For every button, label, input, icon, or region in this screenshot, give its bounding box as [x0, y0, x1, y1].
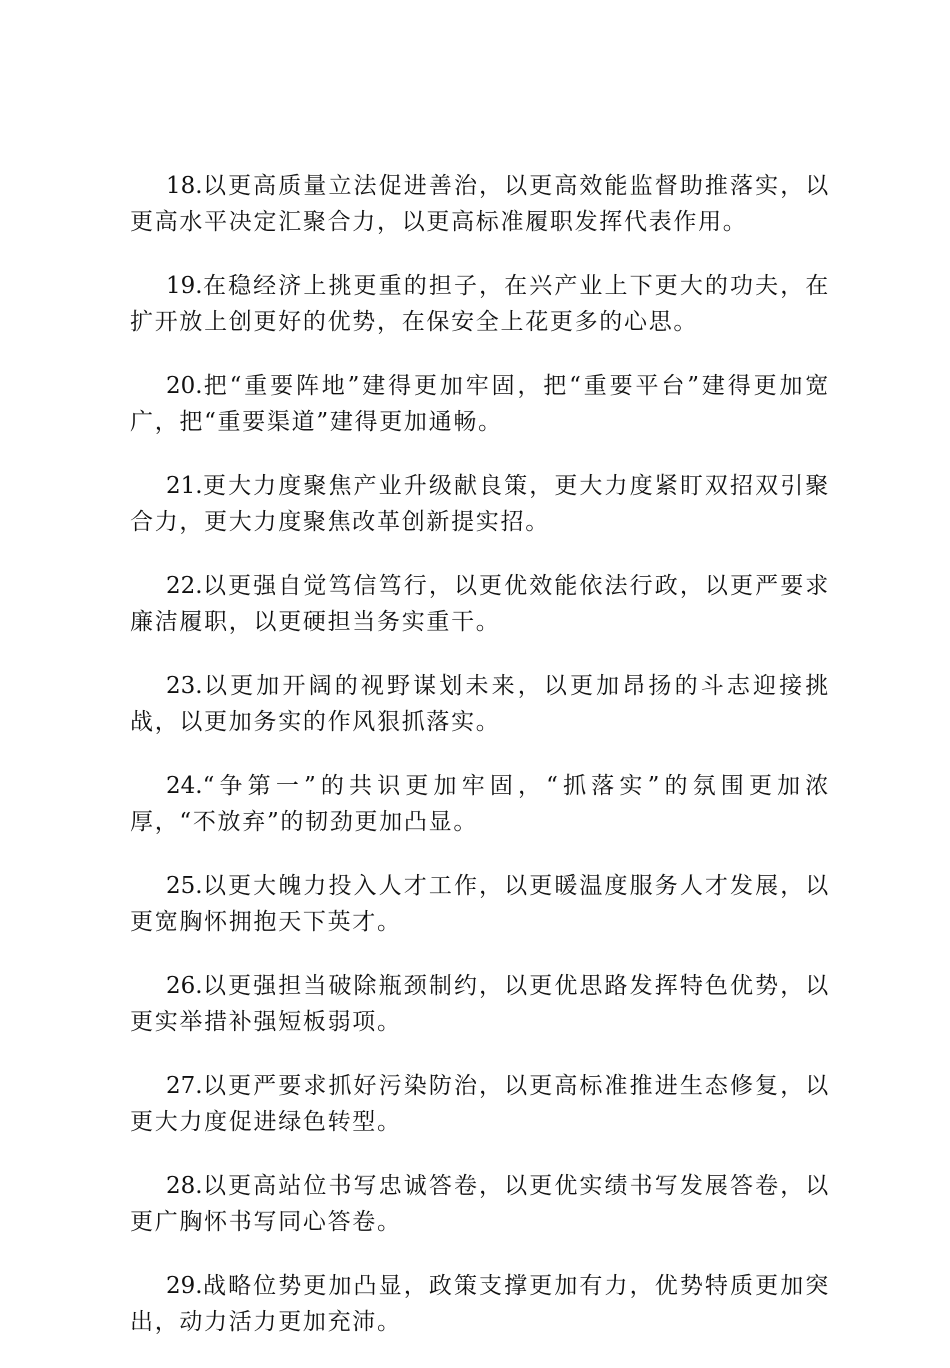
- paragraph-text: 把“重要阵地”建得更加牢固，把“重要平台”建得更加宽广，把“重要渠道”建得更加通畅。: [130, 373, 830, 435]
- paragraph-18: [130, 168, 830, 240]
- paragraph-22: [130, 568, 830, 640]
- paragraph-text: 以更强担当破除瓶颈制约，以更优思路发挥特色优势，以更实举措补强短板弱项。: [130, 973, 830, 1035]
- paragraph-28: [130, 1168, 830, 1240]
- paragraph-text: 以更高站位书写忠诚答卷，以更优实绩书写发展答卷，以更广胸怀书写同心答卷。: [130, 1173, 830, 1235]
- paragraph-number: 25.: [166, 873, 203, 899]
- paragraph-text: 以更严要求抓好污染防治，以更高标准推进生态修复，以更大力度促进绿色转型。: [130, 1073, 830, 1135]
- paragraph-19: [130, 268, 830, 340]
- paragraph-number: 28.: [166, 1173, 203, 1199]
- paragraph-number: 21.: [166, 473, 203, 499]
- paragraph-number: 29.: [166, 1273, 203, 1299]
- paragraph-text: “争第一”的共识更加牢固，“抓落实”的氛围更加浓厚，“不放弃”的韧劲更加凸显。: [130, 773, 830, 835]
- paragraph-number: 24.: [166, 773, 203, 799]
- paragraph-23: [130, 668, 830, 740]
- paragraph-number: 26.: [166, 973, 203, 999]
- paragraph-text: 战略位势更加凸显，政策支撑更加有力，优势特质更加突出，动力活力更加充沛。: [130, 1273, 830, 1335]
- paragraph-number: 20.: [166, 373, 203, 399]
- paragraph-number: 19.: [166, 273, 203, 299]
- paragraph-text: 以更高质量立法促进善治，以更高效能监督助推落实，以更高水平决定汇聚合力，以更高标准履职发挥代表作用。: [130, 173, 830, 235]
- paragraph-number: 18.: [166, 173, 203, 199]
- paragraph-21: [130, 468, 830, 540]
- paragraph-text: 更大力度聚焦产业升级献良策，更大力度紧盯双招双引聚合力，更大力度聚焦改革创新提实招。: [130, 473, 830, 535]
- paragraph-29: [130, 1268, 830, 1340]
- paragraph-27: [130, 1068, 830, 1140]
- paragraph-number: 23.: [166, 673, 203, 699]
- paragraph-text: 以更加开阔的视野谋划未来，以更加昂扬的斗志迎接挑战，以更加务实的作风狠抓落实。: [130, 673, 830, 735]
- document-body: [130, 168, 830, 1368]
- paragraph-number: 27.: [166, 1073, 203, 1099]
- paragraph-number: 22.: [166, 573, 203, 599]
- paragraph-20: [130, 368, 830, 440]
- paragraph-text: 以更强自觉笃信笃行，以更优效能依法行政，以更严要求廉洁履职，以更硬担当务实重干。: [130, 573, 830, 635]
- paragraph-26: [130, 968, 830, 1040]
- paragraph-24: [130, 768, 830, 840]
- paragraph-25: [130, 868, 830, 940]
- paragraph-text: 以更大魄力投入人才工作，以更暖温度服务人才发展，以更宽胸怀拥抱天下英才。: [130, 873, 830, 935]
- paragraph-text: 在稳经济上挑更重的担子，在兴产业上下更大的功夫，在扩开放上创更好的优势，在保安全上花更多的心思。: [130, 273, 830, 335]
